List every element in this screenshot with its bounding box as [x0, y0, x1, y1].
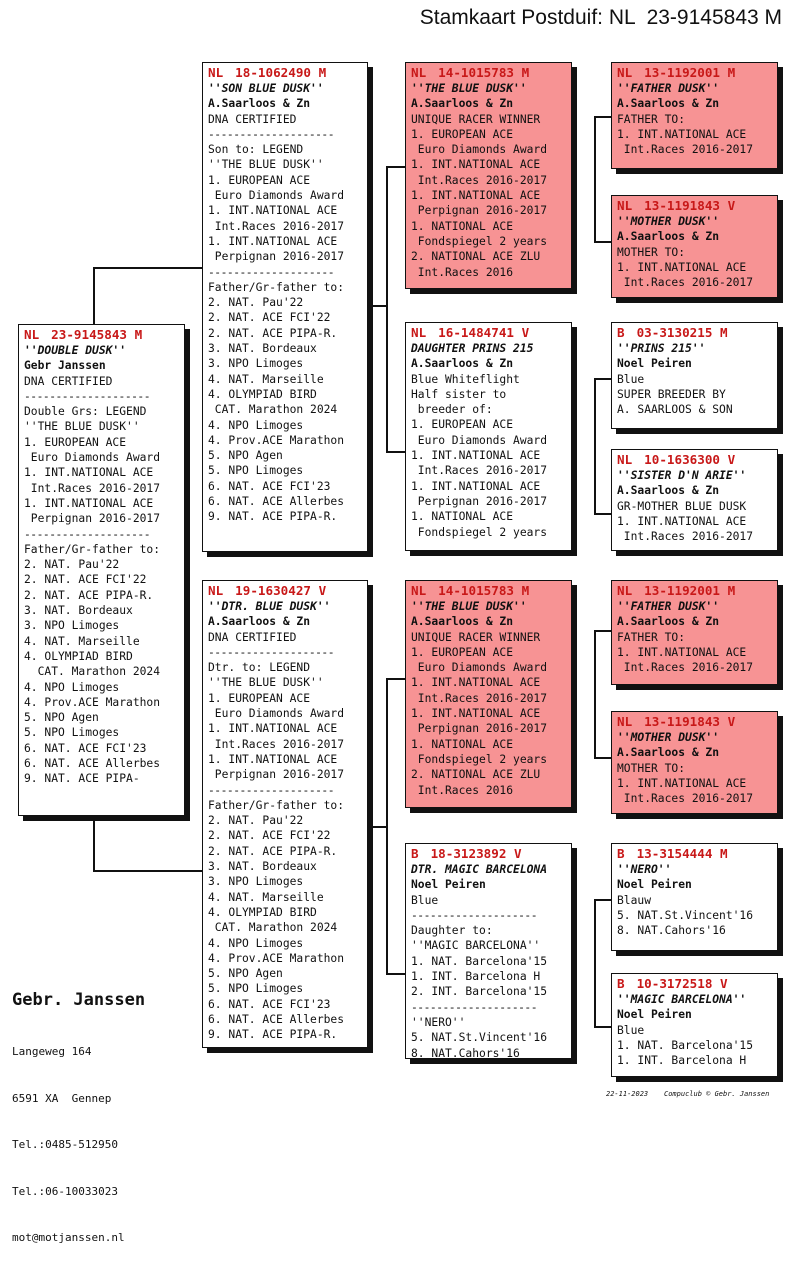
pigeon-name: ''FATHER DUSK'' — [617, 82, 720, 95]
info-line: Fondspiegel 2 years — [411, 525, 548, 539]
info-line: 9. NAT. ACE PIPA- — [24, 772, 140, 786]
info-line: 6. NAT. ACE FCI'23 — [208, 997, 331, 1011]
info-line: 3. NAT. Bordeaux — [208, 342, 317, 356]
info-line: 4. NPO Limoges — [208, 936, 304, 950]
info-line: 1. INT.NATIONAL ACE — [411, 676, 541, 690]
info-line: 1. NATIONAL ACE — [411, 737, 514, 751]
info-line: 5. NAT.St.Vincent'16 — [411, 1031, 548, 1045]
info-line: Int.Races 2016 — [411, 783, 514, 797]
info-line: 1. INT.NATIONAL ACE — [411, 158, 541, 172]
info-line: Perpignan 2016-2017 — [411, 722, 548, 736]
info-line: 3. NPO Limoges — [208, 357, 304, 371]
info-line: 1. INT.NATIONAL ACE — [24, 466, 154, 480]
info-line: FATHER TO: — [617, 630, 686, 644]
info-line: 2. NAT. ACE FCI'22 — [24, 573, 147, 587]
info-line: 1. NATIONAL ACE — [411, 510, 514, 524]
print-date: 22-11-2023 — [606, 1090, 649, 1098]
ring-code: 03-3130215 M — [636, 325, 728, 340]
info-line: 2. NAT. ACE FCI'22 — [208, 311, 331, 325]
owner-name: A.Saarloos & Zn — [617, 746, 720, 760]
info-line: 6. NAT. ACE FCI'23 — [24, 741, 147, 755]
info-line: 8. NAT.Cahors'16 — [617, 924, 726, 938]
ring-code: 10-3172518 V — [636, 976, 728, 991]
ring-number — [208, 65, 362, 81]
separator-line: -------------------- — [208, 783, 335, 797]
info-line: 1. INT.NATIONAL ACE — [617, 645, 747, 659]
info-line: 1. INT.NATIONAL ACE — [208, 752, 338, 766]
info-line: Perpignan 2016-2017 — [411, 204, 548, 218]
country-code: NL — [208, 583, 224, 598]
connector-mf-v — [594, 630, 596, 758]
info-line: Euro Diamonds Award — [208, 189, 345, 203]
ring-number — [411, 65, 566, 81]
pigeon-name: ''MOTHER DUSK'' — [617, 731, 720, 744]
ring-code: 13-1191843 V — [644, 714, 736, 729]
info-line: 6. NAT. ACE Allerbes — [208, 495, 345, 509]
pedigree-card-mm-father — [611, 843, 778, 951]
info-line: Euro Diamonds Award — [411, 143, 548, 157]
ring-number — [411, 325, 566, 341]
info-line: Father/Gr-father to: — [208, 798, 345, 812]
info-line: 2. NAT. ACE PIPA-R. — [208, 844, 338, 858]
info-line: 1. INT.NATIONAL ACE — [411, 707, 541, 721]
info-line: 6. NAT. ACE FCI'23 — [208, 479, 331, 493]
country-code: NL — [617, 198, 633, 213]
info-line: 9. NAT. ACE PIPA-R. — [208, 510, 338, 524]
info-line: Son to: LEGEND — [208, 143, 304, 157]
ring-number — [617, 714, 772, 730]
country-code: B — [411, 846, 419, 861]
ring-code: 19-1630427 V — [235, 583, 327, 598]
info-line: 2. NAT. ACE PIPA-R. — [208, 326, 338, 340]
info-line: 3. NAT. Bordeaux — [208, 860, 317, 874]
info-line: 1. INT.NATIONAL ACE — [617, 514, 747, 528]
owner-name: A.Saarloos & Zn — [411, 615, 514, 629]
pedigree-card-ff-father — [611, 62, 778, 169]
ring-code: 14-1015783 M — [438, 65, 530, 80]
ring-code: 13-1192001 M — [644, 583, 736, 598]
info-line: Blue — [411, 893, 439, 907]
info-line: 1. NAT. Barcelona'15 — [411, 954, 548, 968]
info-line: 1. NATIONAL ACE — [411, 219, 514, 233]
address-street: Langeweg 164 — [12, 1045, 92, 1058]
mobile-line: Tel.:06-10033023 — [12, 1184, 118, 1198]
ring-code: 18-3123892 V — [430, 846, 522, 861]
info-line: 1. NAT. Barcelona'15 — [617, 1038, 754, 1052]
connector-fm-bot-h — [594, 513, 612, 515]
separator-line: -------------------- — [411, 908, 538, 922]
pedigree-card-mother — [202, 580, 368, 1048]
info-line: 4. OLYMPIAD BIRD — [208, 905, 317, 919]
separator-line: -------------------- — [411, 1000, 538, 1014]
info-line: 6. NAT. ACE Allerbes — [208, 1013, 345, 1027]
country-code: NL — [411, 65, 427, 80]
info-line: ''MAGIC BARCELONA'' — [411, 939, 541, 953]
owner-name: A.Saarloos & Zn — [411, 97, 514, 111]
country-code: NL — [411, 325, 427, 340]
page-title: Stamkaart Postduif: NL 23-9145843 M — [419, 6, 782, 29]
info-line: 1. INT. Barcelona H — [617, 1054, 747, 1068]
info-line: 2. INT. Barcelona'15 — [411, 985, 548, 999]
info-line: GR-MOTHER BLUE DUSK — [617, 499, 747, 513]
info-line: Int.Races 2016-2017 — [411, 464, 548, 478]
info-line: 3. NAT. Bordeaux — [24, 604, 133, 618]
info-line: Father/Gr-father to: — [208, 280, 345, 294]
info-line: MOTHER TO: — [617, 245, 686, 259]
info-line: Int.Races 2016-2017 — [617, 143, 754, 157]
ring-number — [411, 583, 566, 599]
pigeon-name: ''MAGIC BARCELONA'' — [617, 993, 747, 1006]
ring-number — [617, 846, 772, 862]
info-line: 4. Prov.ACE Marathon — [24, 695, 161, 709]
info-line: 8. NAT.Cahors'16 — [411, 1046, 520, 1059]
info-line: breeder of: — [411, 403, 493, 417]
ring-code: 16-1484741 V — [438, 325, 530, 340]
connector-father-ff-h — [386, 166, 406, 168]
info-line: MOTHER TO: — [617, 761, 686, 775]
info-line: CAT. Marathon 2024 — [208, 403, 338, 417]
country-code: NL — [617, 583, 633, 598]
ring-code: 23-9145843 M — [51, 327, 143, 342]
info-line: 1. EUROPEAN ACE — [208, 691, 311, 705]
ring-code: 13-1191843 V — [644, 198, 736, 213]
info-line: 4. NAT. Marseille — [208, 890, 324, 904]
info-line: 2. NAT. Pau'22 — [24, 558, 120, 572]
separator-line: -------------------- — [24, 389, 151, 403]
software-credit: Compuclub © Gebr. Janssen — [664, 1090, 770, 1098]
info-line: Blue — [617, 1023, 645, 1037]
country-code: NL — [617, 65, 633, 80]
info-line: 1. EUROPEAN ACE — [24, 435, 127, 449]
info-line: 5. NPO Agen — [24, 711, 99, 725]
connector-ff-top-h — [594, 116, 612, 118]
pigeon-name: ''NERO'' — [617, 863, 672, 876]
pigeon-name: ''FATHER DUSK'' — [617, 600, 720, 613]
info-line: 4. Prov.ACE Marathon — [208, 433, 345, 447]
info-line: UNIQUE RACER WINNER — [411, 630, 541, 644]
info-line: 1. EUROPEAN ACE — [411, 645, 514, 659]
ring-number — [617, 198, 772, 214]
info-line: 1. INT.NATIONAL ACE — [617, 776, 747, 790]
info-line: 5. NPO Agen — [208, 449, 283, 463]
info-line: Int.Races 2016-2017 — [617, 530, 754, 544]
info-line: DNA CERTIFIED — [208, 112, 297, 126]
info-line: 3. NPO Limoges — [208, 875, 304, 889]
info-line: 1. INT.NATIONAL ACE — [617, 127, 747, 141]
owner-name: A.Saarloos & Zn — [208, 97, 311, 111]
info-line: 5. NPO Limoges — [208, 464, 304, 478]
connector-mother-mid-h — [367, 826, 387, 828]
pigeon-name: ''MOTHER DUSK'' — [617, 215, 720, 228]
pedigree-card-mother-mother — [405, 843, 572, 1059]
breeder-name: Gebr. Janssen — [12, 990, 146, 1010]
info-line: Euro Diamonds Award — [411, 661, 548, 675]
separator-line: -------------------- — [208, 645, 335, 659]
connector-mm-bot-h — [594, 1026, 612, 1028]
connector-ff-v — [594, 116, 596, 242]
ring-code: 18-1062490 M — [235, 65, 327, 80]
info-line: ''THE BLUE DUSK'' — [208, 158, 324, 172]
ring-number — [617, 452, 772, 468]
info-line: 4. NPO Limoges — [24, 680, 120, 694]
connector-mm-v — [594, 899, 596, 1027]
info-line: 1. INT.NATIONAL ACE — [411, 189, 541, 203]
info-line: 4. OLYMPIAD BIRD — [208, 387, 317, 401]
info-line: 4. NAT. Marseille — [208, 372, 324, 386]
pigeon-name: ''SON BLUE DUSK'' — [208, 82, 324, 95]
info-line: 3. NPO Limoges — [24, 619, 120, 633]
owner-name: A.Saarloos & Zn — [208, 615, 311, 629]
info-line: ''THE BLUE DUSK'' — [24, 420, 140, 434]
info-line: Blauw — [617, 893, 652, 907]
phone-line: Tel.:0485-512950 — [12, 1138, 118, 1151]
info-line: Euro Diamonds Award — [411, 433, 548, 447]
pigeon-name: ''DOUBLE DUSK'' — [24, 344, 127, 357]
ring-code: 10-1636300 V — [644, 452, 736, 467]
country-code: NL — [617, 452, 633, 467]
info-line: 2. NAT. ACE PIPA-R. — [24, 588, 154, 602]
country-code: NL — [411, 583, 427, 598]
connector-fm-v — [594, 378, 596, 514]
separator-line: -------------------- — [24, 527, 151, 541]
country-code: NL — [617, 714, 633, 729]
info-line: DNA CERTIFIED — [208, 630, 297, 644]
connector-subject-mother-v — [93, 813, 95, 871]
info-line: Int.Races 2016-2017 — [617, 276, 754, 290]
info-line: 1. EUROPEAN ACE — [411, 127, 514, 141]
info-line: 1. INT.NATIONAL ACE — [208, 234, 338, 248]
owner-name: A.Saarloos & Zn — [617, 484, 720, 498]
email-line: mot@motjanssen.nl — [12, 1231, 125, 1244]
pigeon-name: DTR. MAGIC BARCELONA — [411, 863, 548, 876]
info-line: Int.Races 2016 — [411, 265, 514, 279]
info-line: 4. NAT. Marseille — [24, 634, 140, 648]
connector-fm-top-h — [594, 378, 612, 380]
pedigree-card-mf-mother — [611, 711, 778, 814]
ring-number — [411, 846, 566, 862]
separator-line: -------------------- — [208, 127, 335, 141]
info-line: CAT. Marathon 2024 — [208, 921, 338, 935]
connector-father-mid-h — [367, 305, 387, 307]
info-line: Euro Diamonds Award — [24, 451, 161, 465]
owner-name: Noel Peiren — [617, 878, 692, 892]
ring-number — [617, 976, 772, 992]
info-line: Int.Races 2016-2017 — [24, 481, 161, 495]
owner-name: Gebr Janssen — [24, 359, 106, 373]
info-line: Int.Races 2016-2017 — [411, 173, 548, 187]
ring-code: 13-3154444 M — [636, 846, 728, 861]
info-line: 1. INT.NATIONAL ACE — [617, 260, 747, 274]
connector-mm-top-h — [594, 899, 612, 901]
ring-number — [617, 325, 772, 341]
pedigree-card-father — [202, 62, 368, 552]
info-line: Dtr. to: LEGEND — [208, 661, 311, 675]
owner-name: Noel Peiren — [617, 357, 692, 371]
info-line: Blue Whiteflight — [411, 372, 520, 386]
pedigree-card-ff-mother — [611, 195, 778, 298]
pedigree-card-fm-mother — [611, 449, 778, 551]
info-line: 1. EUROPEAN ACE — [411, 418, 514, 432]
ring-number — [24, 327, 179, 343]
info-line: Daughter to: — [411, 924, 493, 938]
info-line: ''THE BLUE DUSK'' — [208, 676, 324, 690]
info-line: ''NERO'' — [411, 1015, 466, 1029]
info-line: Perpignan 2016-2017 — [208, 768, 345, 782]
pigeon-name: DAUGHTER PRINS 215 — [411, 342, 534, 355]
pedigree-card-mf-father — [611, 580, 778, 685]
ring-number — [208, 583, 362, 599]
owner-name: A.Saarloos & Zn — [617, 230, 720, 244]
ring-number — [617, 65, 772, 81]
connector-subject-mother-h — [93, 870, 204, 872]
info-line: Father/Gr-father to: — [24, 542, 161, 556]
info-line: 2. NATIONAL ACE ZLU — [411, 768, 541, 782]
info-line: Perpignan 2016-2017 — [411, 494, 548, 508]
connector-subject-father-v — [93, 267, 95, 327]
info-line: 1. INT.NATIONAL ACE — [208, 204, 338, 218]
info-line: 1. INT.NATIONAL ACE — [411, 449, 541, 463]
info-line: Fondspiegel 2 years — [411, 234, 548, 248]
info-line: 2. NAT. Pau'22 — [208, 296, 304, 310]
info-line: 4. Prov.ACE Marathon — [208, 951, 345, 965]
pedigree-card-fm-father — [611, 322, 778, 429]
owner-name: A.Saarloos & Zn — [617, 615, 720, 629]
pigeon-name: ''SISTER D'N ARIE'' — [617, 469, 747, 482]
connector-father-fm-h — [386, 451, 406, 453]
info-line: 1. INT.NATIONAL ACE — [24, 496, 154, 510]
info-line: 1. EUROPEAN ACE — [208, 173, 311, 187]
info-line: 6. NAT. ACE Allerbes — [24, 757, 161, 771]
pedigree-card-father-mother — [405, 322, 572, 551]
owner-name: Noel Peiren — [411, 878, 486, 892]
owner-name: A.Saarloos & Zn — [411, 357, 514, 371]
connector-ff-bot-h — [594, 241, 612, 243]
address-city: 6591 XA Gennep — [12, 1091, 112, 1105]
connector-mf-bot-h — [594, 757, 612, 759]
pigeon-name: ''THE BLUE DUSK'' — [411, 82, 527, 95]
info-line: 1. INT.NATIONAL ACE — [411, 479, 541, 493]
country-code: NL — [208, 65, 224, 80]
info-line: Double Grs: LEGEND — [24, 405, 147, 419]
ring-number — [617, 583, 772, 599]
country-code: B — [617, 846, 625, 861]
country-code: B — [617, 325, 625, 340]
info-line: 2. NAT. ACE FCI'22 — [208, 829, 331, 843]
info-line: 1. INT.NATIONAL ACE — [208, 722, 338, 736]
info-line: 5. NAT.St.Vincent'16 — [617, 908, 754, 922]
pedigree-card-father-father — [405, 62, 572, 289]
pedigree-card-subject — [18, 324, 185, 816]
info-line: Half sister to — [411, 387, 507, 401]
info-line: FATHER TO: — [617, 112, 686, 126]
breeder-address-block — [12, 1013, 125, 1261]
connector-mother-mf-h — [386, 678, 406, 680]
info-line: 5. NPO Agen — [208, 967, 283, 981]
ring-code: 14-1015783 M — [438, 583, 530, 598]
owner-name: Noel Peiren — [617, 1008, 692, 1022]
info-line: 4. NPO Limoges — [208, 418, 304, 432]
info-line: Euro Diamonds Award — [208, 707, 345, 721]
info-line: Int.Races 2016-2017 — [208, 219, 345, 233]
connector-subject-father-h — [93, 267, 204, 269]
pedigree-card-mm-mother — [611, 973, 778, 1077]
connector-mother-mm-h — [386, 973, 406, 975]
info-line: Int.Races 2016-2017 — [411, 691, 548, 705]
country-code: NL — [24, 327, 40, 342]
info-line: UNIQUE RACER WINNER — [411, 112, 541, 126]
info-line: 2. NATIONAL ACE ZLU — [411, 250, 541, 264]
info-line: A. SAARLOOS & SON — [617, 403, 733, 417]
pigeon-name: ''DTR. BLUE DUSK'' — [208, 600, 331, 613]
info-line: Int.Races 2016-2017 — [617, 661, 754, 675]
info-line: Perpignan 2016-2017 — [208, 250, 345, 264]
pigeon-name: ''PRINS 215'' — [617, 342, 706, 355]
info-line: 5. NPO Limoges — [24, 726, 120, 740]
ring-code: 13-1192001 M — [644, 65, 736, 80]
info-line: 5. NPO Limoges — [208, 982, 304, 996]
info-line: Fondspiegel 2 years — [411, 752, 548, 766]
country-code: B — [617, 976, 625, 991]
connector-father-ff-v — [386, 166, 388, 452]
info-line: Int.Races 2016-2017 — [617, 792, 754, 806]
info-line: 4. OLYMPIAD BIRD — [24, 649, 133, 663]
info-line: 1. INT. Barcelona H — [411, 970, 541, 984]
info-line: DNA CERTIFIED — [24, 374, 113, 388]
separator-line: -------------------- — [208, 265, 335, 279]
info-line: 2. NAT. Pau'22 — [208, 814, 304, 828]
pigeon-name: ''THE BLUE DUSK'' — [411, 600, 527, 613]
info-line: Int.Races 2016-2017 — [208, 737, 345, 751]
info-line: 9. NAT. ACE PIPA-R. — [208, 1028, 338, 1042]
pedigree-card-mother-father — [405, 580, 572, 808]
info-line: Blue — [617, 372, 645, 386]
info-line: CAT. Marathon 2024 — [24, 665, 161, 679]
info-line: Perpignan 2016-2017 — [24, 512, 161, 526]
owner-name: A.Saarloos & Zn — [617, 97, 720, 111]
info-line: SUPER BREEDER BY — [617, 387, 726, 401]
connector-mf-top-h — [594, 630, 612, 632]
